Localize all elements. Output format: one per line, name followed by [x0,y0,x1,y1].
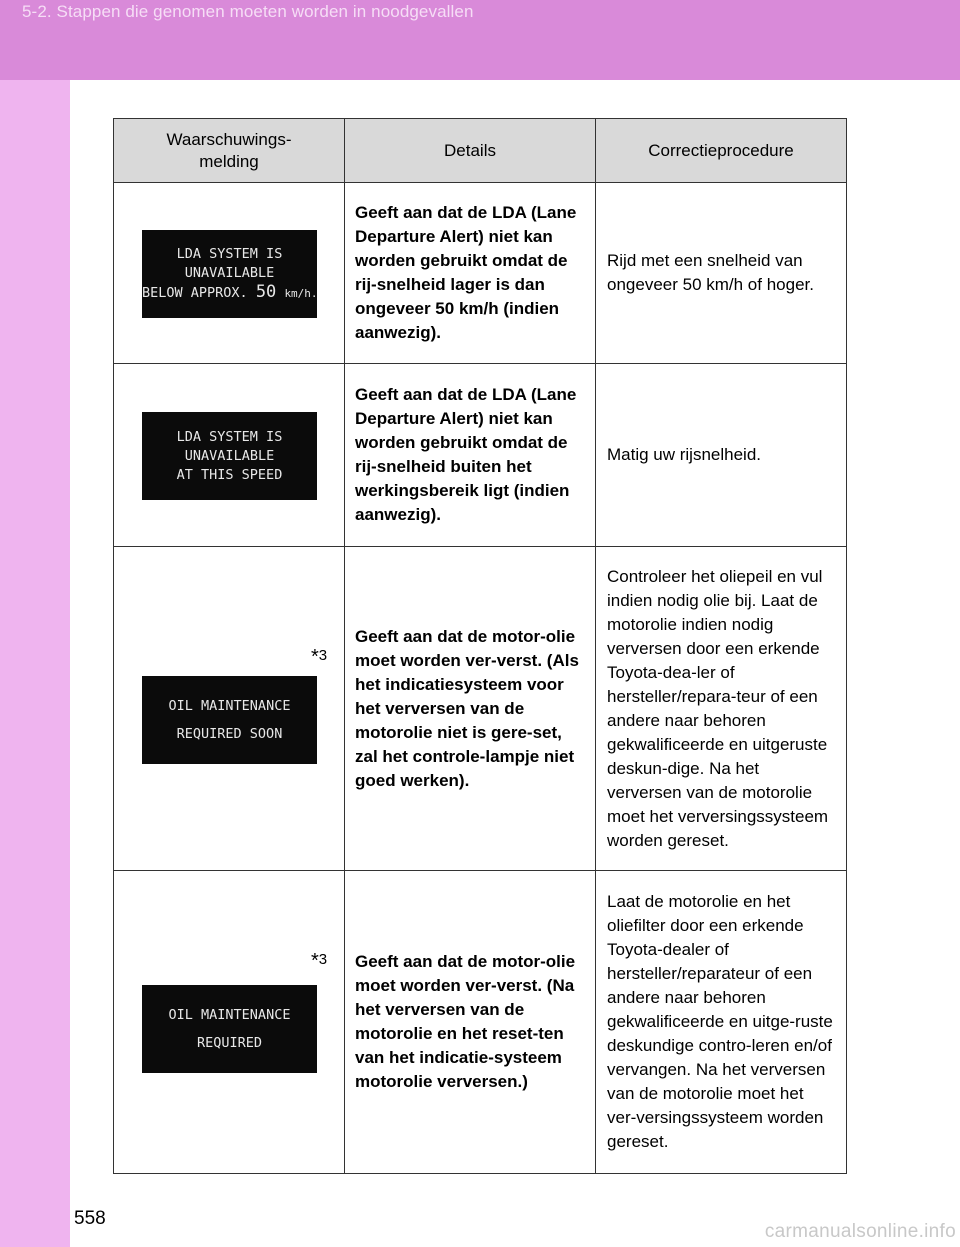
header-correction-procedure: Correctieprocedure [596,119,847,183]
side-margin-band [0,80,70,1247]
footnote-marker: *3 [311,950,328,972]
lda-display-image: LDA SYSTEM IS UNAVAILABLE BELOW APPROX. 50 km/h. [142,230,317,318]
details-cell: Geeft aan dat de motor-olie moet worden ver-verst. (Na het verversen van de motorolie en het reset-ten van het indicatie-systeem motorolie verversen.) [345,871,596,1174]
details-cell: Geeft aan dat de motor-olie moet worden ver-verst. (Als het indicatiesysteem voor het verversen van de motorolie niet is gere-set, zal het controle-lampje niet goed werken). [345,547,596,871]
table-row [114,364,847,547]
oil-maintenance-display-image: OIL MAINTENANCE REQUIRED SOON [142,676,317,764]
footnote-marker: *3 [311,646,328,668]
procedure-cell: Controleer het oliepeil en vul indien nodig olie bij. Laat de motorolie indien nodig verversen door een erkende Toyota-dea-ler of hersteller/repara-teur of een andere naar behoren gekwalificeerde en uitgeruste deskun-dige. Na het verversen van de motorolie moet het verversingssysteem worden gereset. [596,547,847,871]
message-cell [114,183,345,364]
details-cell: Geeft aan dat de LDA (Lane Departure Alert) niet kan worden gebruikt omdat de rij-snelheid lager is dan ongeveer 50 km/h (indien aanwezig). [345,183,596,364]
warning-message-table [113,118,847,1174]
procedure-cell: Rijd met een snelheid van ongeveer 50 km/h of hoger. [596,183,847,364]
page-number: 558 [74,1208,106,1229]
procedure-cell: Laat de motorolie en het oliefilter door een erkende Toyota-dealer of hersteller/reparateur of een andere naar behoren gekwalificeerde en uitge-ruste deskundige contro-leren en/of vervangen. Na het verversen van de motorolie moet het ver-versingssysteem worden gereset. [596,871,847,1174]
table-row [114,871,847,1174]
oil-maintenance-display-image: OIL MAINTENANCE REQUIRED [142,985,317,1073]
details-cell: Geeft aan dat de LDA (Lane Departure Alert) niet kan worden gebruikt omdat de rij-snelheid buiten het werkingsbereik ligt (indien aanwezig). [345,364,596,547]
message-cell [114,364,345,547]
header-details: Details [345,119,596,183]
message-cell [114,547,345,871]
message-cell [114,871,345,1174]
table-header-row [114,119,847,183]
table-row [114,547,847,871]
section-header-band [0,0,960,80]
table-row [114,183,847,364]
procedure-cell: Matig uw rijsnelheid. [596,364,847,547]
lda-display-image: LDA SYSTEM IS UNAVAILABLE AT THIS SPEED [142,412,317,500]
section-title: 5-2. Stappen die genomen moeten worden in noodgevallen [22,2,474,21]
watermark: carmanualsonline.info [764,1221,956,1242]
header-warning-message: Waarschuwings- melding [114,119,345,183]
